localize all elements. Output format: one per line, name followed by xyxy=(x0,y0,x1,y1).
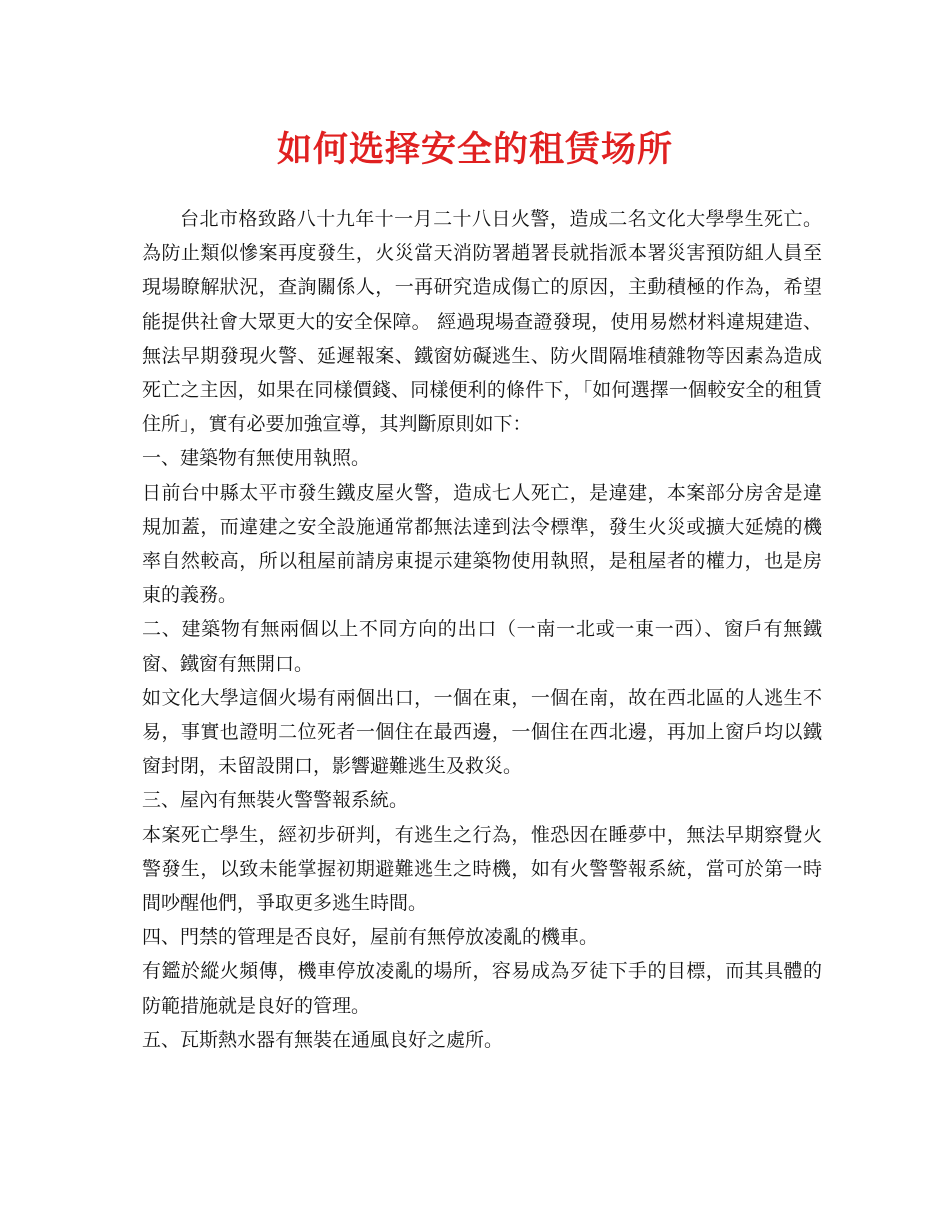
section-body-1: 日前台中縣太平市發生鐵皮屋火警，造成七人死亡，是違建，本案部分房舍是違規加蓋，而違建之安全設施通常都無法達到法令標準，發生火災或擴大延燒的機率自然較高，所以租屋前請房東提示建築物使用執照，是租屋者的權力，也是房東的義務。 xyxy=(142,481,822,607)
section-body-2: 如文化大學這個火場有兩個出口，一個在東，一個在南，故在西北區的人逃生不易，事實也證明二位死者一個住在最西邊，一個住在西北邊，再加上窗戶均以鐵窗封閉，未留設開口，影響避難逃生及救災。 xyxy=(142,686,822,778)
intro-paragraph: 台北市格致路八十九年十一月二十八日火警，造成二名文化大學學生死亡。為防止類似慘案再度發生，火災當天消防署趙署長就指派本署災害預防組人員至現場瞭解狀況，查詢關係人，一再研究造成傷亡的原因，主動積極的作為，希望能提供社會大眾更大的安全保障。 經過現場查證發現，使用易燃材料違規建造、無法早期發現火警、延遲報案、鐵窗妨礙逃生、防火間隔堆積雜物等因素為造成死亡之主因，如果在同樣價錢、同樣便利的條件下，「如何選擇一個較安全的租賃住所」，實有必要加強宣導，其判斷原則如下： xyxy=(142,208,822,436)
section-heading-3: 三、屋內有無裝火警警報系統。 xyxy=(142,789,409,812)
section-heading-1: 一、建築物有無使用執照。 xyxy=(142,447,371,470)
document-body xyxy=(142,202,822,1057)
section-heading-4: 四、門禁的管理是否良好，屋前有無停放凌亂的機車。 xyxy=(142,926,599,949)
section-heading-2: 二、建築物有無兩個以上不同方向的出口（一南一北或一東一西）、窗戶有無鐵窗、鐵窗有無開口。 xyxy=(142,618,822,675)
section-body-4: 有鑑於縱火頻傳，機車停放凌亂的場所，容易成為歹徒下手的目標，而其具體的防範措施就是良好的管理。 xyxy=(142,960,822,1017)
document-title: 如何选择安全的租赁场所 xyxy=(276,129,673,170)
section-heading-5: 五、瓦斯熱水器有無裝在通風良好之處所。 xyxy=(142,1028,504,1051)
section-body-3: 本案死亡學生，經初步研判，有逃生之行為，惟恐因在睡夢中，無法早期察覺火警發生，以致未能掌握初期避難逃生之時機，如有火警警報系統，當可於第一時間吵醒他們，爭取更多逃生時間。 xyxy=(142,823,822,915)
